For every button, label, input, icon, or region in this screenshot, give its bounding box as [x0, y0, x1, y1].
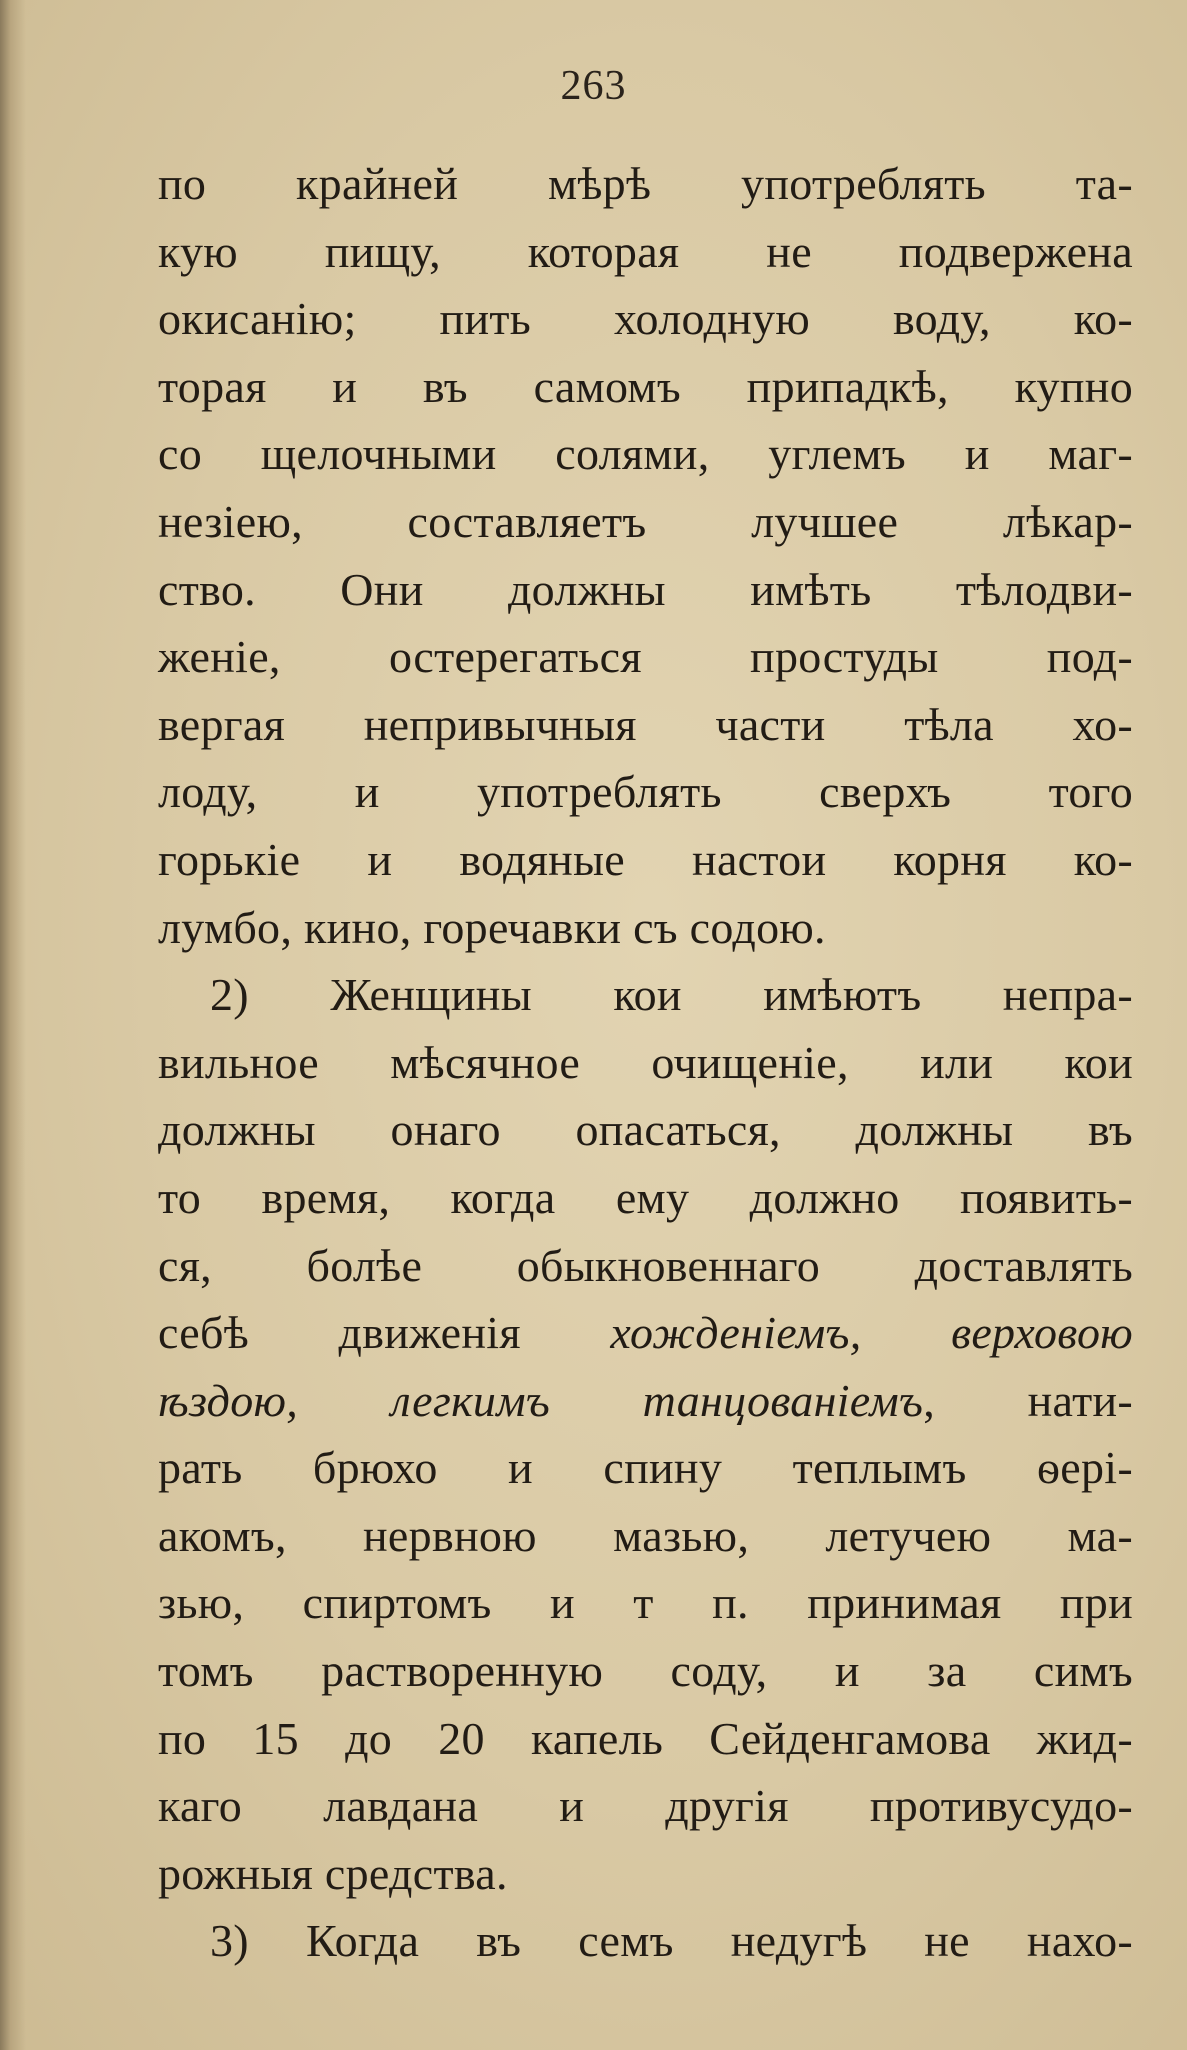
text-line: ство. Они должны имѣть тѣлодви- [158, 563, 1133, 615]
text-line: лумбо, кино, горечавки съ содою. [158, 901, 826, 953]
page-binding-edge [0, 0, 26, 2050]
text-line: зью, спиртомъ и т п. принимая при [158, 1577, 1133, 1629]
text-line: окисанію; пить холодную воду, ко- [158, 293, 1133, 345]
text-line: кую пищу, которая не подвержена [158, 225, 1133, 277]
text-line: по крайней мѣрѣ употреблять та- [158, 158, 1133, 209]
text-line: то время, когда ему должно появить- [158, 1171, 1133, 1223]
text-line: 2) Женщины кои имѣютъ непра- [210, 969, 1133, 1021]
text-line: женіе, остерегаться простуды под- [158, 631, 1133, 683]
text-line: со щелочными солями, углемъ и маг- [158, 428, 1133, 480]
text-line [158, 1367, 1133, 1435]
text-line: каго лавдана и другія противусудо- [158, 1780, 1133, 1832]
text-line: 3) Когда въ семъ недугѣ не нахо- [210, 1915, 1133, 1967]
text-line: по 15 до 20 капель Сейденгамова жид- [158, 1712, 1133, 1764]
text-line: ся, болѣе обыкновеннаго доставлять [158, 1239, 1133, 1291]
text-segment: , нати- [923, 1374, 1134, 1426]
text-segment: себѣ движенія [158, 1307, 611, 1359]
page-number: 263 [560, 63, 627, 109]
text-line: горькіе и водяные настои корня ко- [158, 833, 1133, 885]
text-line: лоду, и употреблять сверхъ того [158, 766, 1133, 818]
text-line: торая и въ самомъ припадкѣ, купно [158, 360, 1133, 412]
text-line: должны онаго опасаться, должны въ [158, 1104, 1133, 1156]
text-line: акомъ, нервною мазью, летучею ма- [158, 1509, 1133, 1561]
text-line: рожныя средства. [158, 1847, 508, 1899]
text-line: незіею, составляетъ лучшее лѣкар- [158, 495, 1133, 547]
italic-segment: ѣздою, легкимъ танцованіемъ [158, 1374, 924, 1426]
text-line: томъ растворенную соду, и за симъ [158, 1645, 1133, 1697]
body-text [158, 150, 1133, 1975]
text-line: рать брюхо и спину теплымъ ѳері- [158, 1442, 1133, 1494]
text-line: вергая непривычныя части тѣла хо- [158, 698, 1133, 750]
text-line: вильное мѣсячное очищеніе, или кои [158, 1036, 1133, 1088]
text-line [158, 1299, 1133, 1367]
italic-segment: хожденіемъ, верховою [610, 1307, 1133, 1359]
